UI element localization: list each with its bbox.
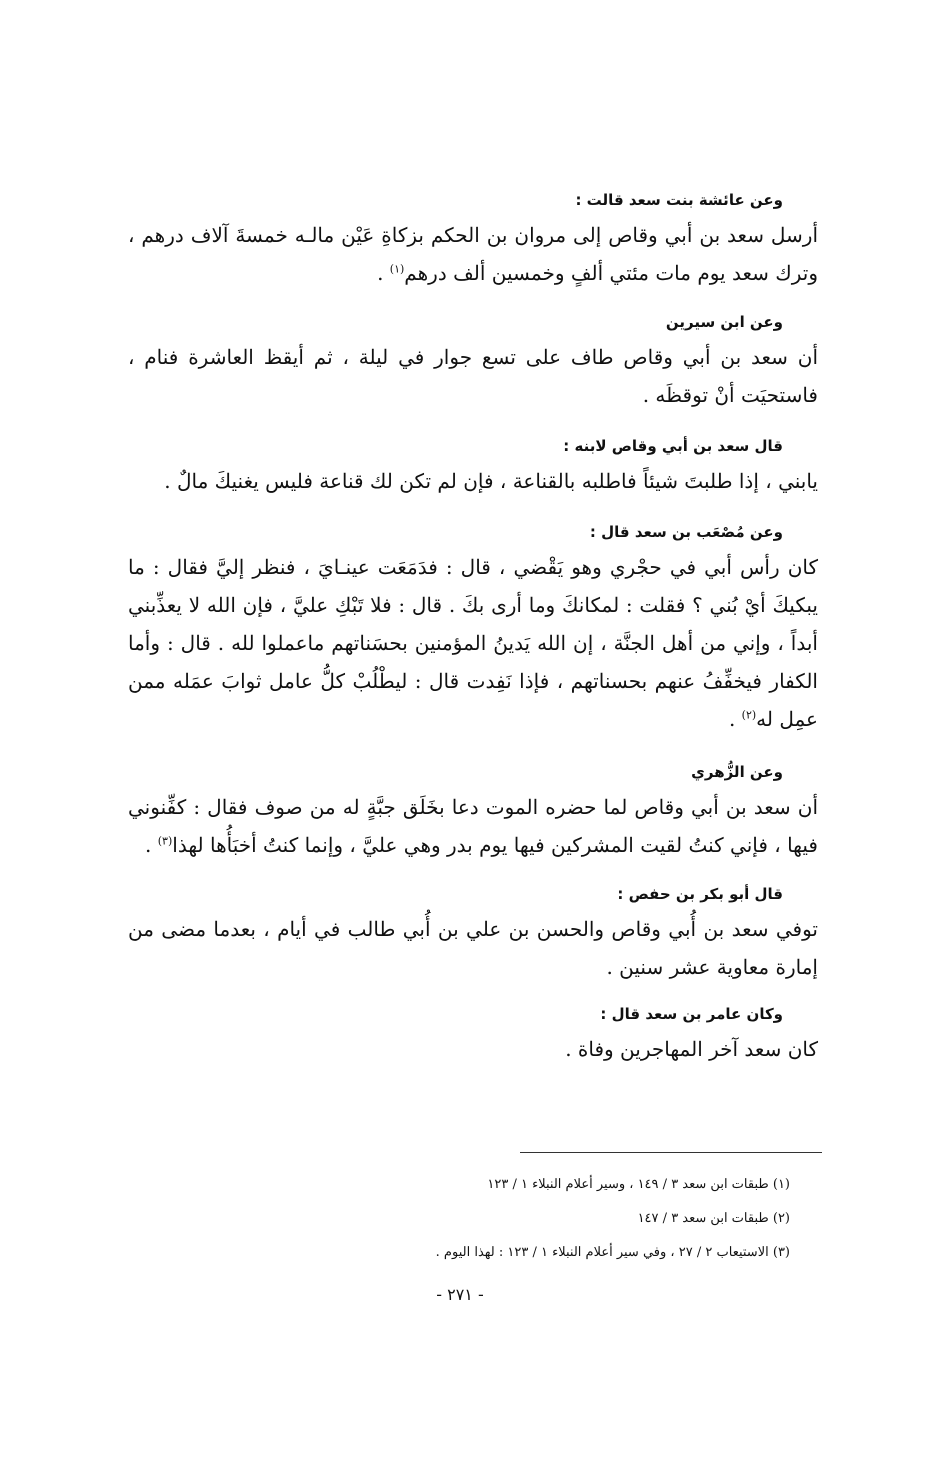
section-ibn-sirin — [128, 312, 818, 414]
section-body: توفي سعد بن أُبي وقاص والحسن بن علي بن أُبي طالب في أيام ، بعدما مضى من إمارة معاوية عشر سنين . — [128, 917, 818, 979]
section-heading: وعن مُصْعَب بن سعد قال : — [589, 523, 783, 541]
footnotes — [330, 1168, 790, 1270]
main-text — [128, 190, 818, 1068]
footnote-ref: (١) — [389, 262, 405, 276]
section-heading: قال أبو بكر بن حفص : — [617, 885, 783, 903]
section-body: كان رأس أبي في حجْري وهو يَقْضي ، قال : فدَمَعَت عينـايَ ، فنظر إليَّ فقال : ما يبكيكَ أيْ بُني ؟ فقلت : لمكانكَ وما أرى بكَ . قال : فلا تَبْكِ عليَّ ، فإن الله لا يعذِّبني أبداً ، وإني من أهل الجنَّة ، إن الله يَدينُ المؤمنين بحسَناتهم ماعملوا لله . قال : وأما الكفار فيخفِّفُ عنهم بحسناتهم ، فإذا نَفِدت قال : ليطْلُبْ كلُّ عامل ثوابَ عمَله ممن عمِل له$^{(٢)}$ . — [128, 555, 818, 731]
footnote-3: (٣) الاستيعاب ٢ / ٢٧ ، وفي سير أعلام النبلاء ١ / ١٢٣ : لهذا اليوم . — [435, 1245, 790, 1260]
section-heading: وعن عائشة بنت سعد قالت : — [575, 191, 783, 209]
section-zuhri — [128, 762, 818, 864]
section-body: يابني ، إذا طلبتَ شيئاً فاطلبه بالقناعة ، فإن لم تكن لك قناعة فليس يغنيكَ مالٌ . — [164, 469, 818, 493]
section-heading: وكان عامر بن سعد قال : — [600, 1005, 783, 1023]
footnote-ref: (٣) — [157, 834, 173, 848]
footnote-2: (٢) طبقات ابن سعد ٣ / ١٤٧ — [637, 1211, 790, 1226]
section-abu-bakr — [128, 884, 818, 986]
section-aisha — [128, 190, 818, 292]
footnote-ref: (٢) — [741, 708, 757, 722]
footnote-divider — [520, 1152, 822, 1153]
page-number: - ٢٧١ - — [436, 1285, 484, 1304]
section-heading: وعن ابن سيرين — [665, 313, 783, 331]
section-heading: قال سعد بن أبي وقاص لابنه : — [563, 437, 783, 455]
section-musab — [128, 522, 818, 738]
section-body: أن سعد بن أبي وقاص طاف على تسع جوار في ليلة ، ثم أيقظ العاشرة فنام ، فاستحيَت أنْ توقظَه . — [128, 345, 818, 407]
section-amir — [128, 1004, 818, 1068]
footnote-1: (١) طبقات ابن سعد ٣ / ١٤٩ ، وسير أعلام النبلاء ١ / ١٢٣ — [487, 1177, 790, 1192]
section-saad-to-son — [128, 436, 818, 500]
section-body: كان سعد آخر المهاجرين وفاة . — [565, 1037, 818, 1061]
section-body: أرسل سعد بن أبي وقاص إلى مروان بن الحكم بزكاةِ عَيْن مالـه خمسةَ آلاف درهم ، وترك سعد يوم مات مئتي ألفٍ وخمسين ألف درهم$^{(١)}$ . — [128, 223, 818, 285]
section-heading: وعن الزُّهري — [691, 763, 783, 781]
section-body: أن سعد بن أبي وقاص لما حضره الموت دعا بخَلَق جبَّةٍ له من صوف فقال : كفِّنوني فيها ، فإني كنتُ لقيت المشركين فيها يوم بدر وهي عليَّ ، وإنما كنتُ أخبَأُها لهذا$^{(٣)}$ . — [128, 795, 818, 857]
